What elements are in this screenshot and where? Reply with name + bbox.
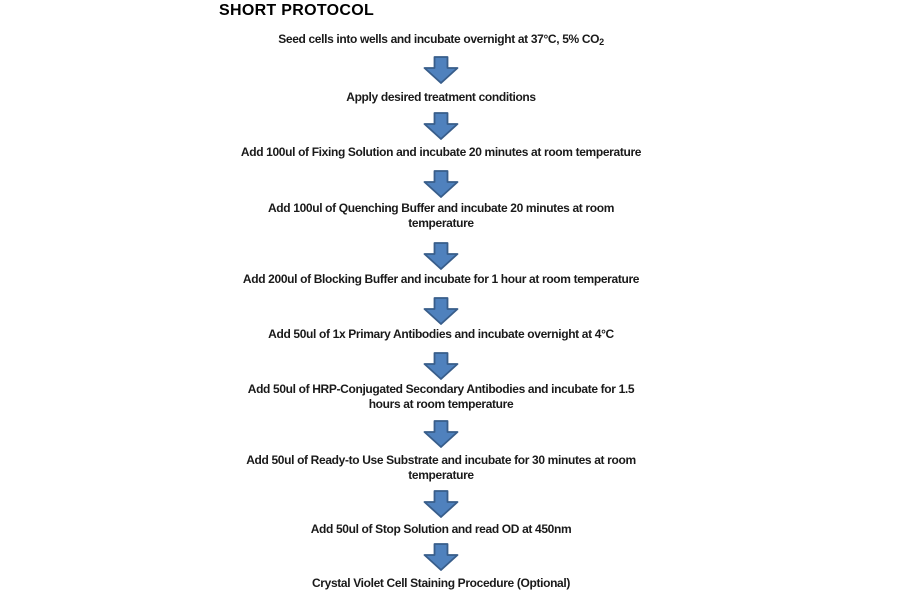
step-text: Add 100ul of Fixing Solution and incubate 20 minutes at room temperature: [240, 145, 642, 159]
down-arrow-icon: [424, 420, 459, 448]
protocol-step-6: [268, 327, 614, 342]
step-text-main: Seed cells into wells and incubate overnight at 37°C, 5% CO: [278, 32, 600, 46]
down-arrow-icon: [424, 297, 459, 325]
step-text: [278, 32, 604, 47]
protocol-step-7: [248, 382, 634, 411]
down-arrow-icon: [424, 242, 459, 270]
down-arrow-icon: [424, 490, 459, 518]
page-title: SHORT PROTOCOL: [219, 2, 375, 19]
protocol-step-10: [312, 576, 570, 591]
protocol-step-4: [268, 201, 614, 230]
protocol-step-8: [246, 453, 636, 482]
step-text-line-1: Add 100ul of Quenching Buffer and incubate 20 minutes at room: [267, 201, 615, 215]
down-arrow-icon: [424, 56, 459, 84]
co2-subscript: 2: [599, 37, 604, 47]
down-arrow-icon: [424, 543, 459, 571]
protocol-step-9: [311, 522, 572, 537]
protocol-step-5: [243, 272, 639, 287]
step-text: Add 50ul of Stop Solution and read OD at 450nm: [310, 522, 572, 536]
protocol-step-1: [278, 32, 604, 47]
step-text-line-2: temperature: [408, 215, 474, 230]
protocol-step-3: [241, 145, 641, 160]
step-text: Add 200ul of Blocking Buffer and incubate for 1 hour at room temperature: [242, 272, 640, 286]
step-text: Crystal Violet Cell Staining Procedure (Optional): [311, 576, 571, 590]
step-text-line-1: Add 50ul of Ready-to Use Substrate and incubate for 30 minutes at room: [246, 453, 636, 467]
down-arrow-icon: [424, 170, 459, 198]
step-text-line-2: hours at room temperature: [368, 396, 514, 411]
down-arrow-icon: [424, 112, 459, 140]
step-text: Add 50ul of 1x Primary Antibodies and incubate overnight at 4°C: [268, 327, 614, 341]
down-arrow-icon: [424, 352, 459, 380]
step-text: Apply desired treatment conditions: [346, 90, 536, 104]
step-text-line-2: temperature: [408, 467, 474, 482]
step-text-line-1: Add 50ul of HRP-Conjugated Secondary Antibodies and incubate for 1.5: [247, 382, 635, 396]
protocol-step-2: [346, 90, 535, 105]
